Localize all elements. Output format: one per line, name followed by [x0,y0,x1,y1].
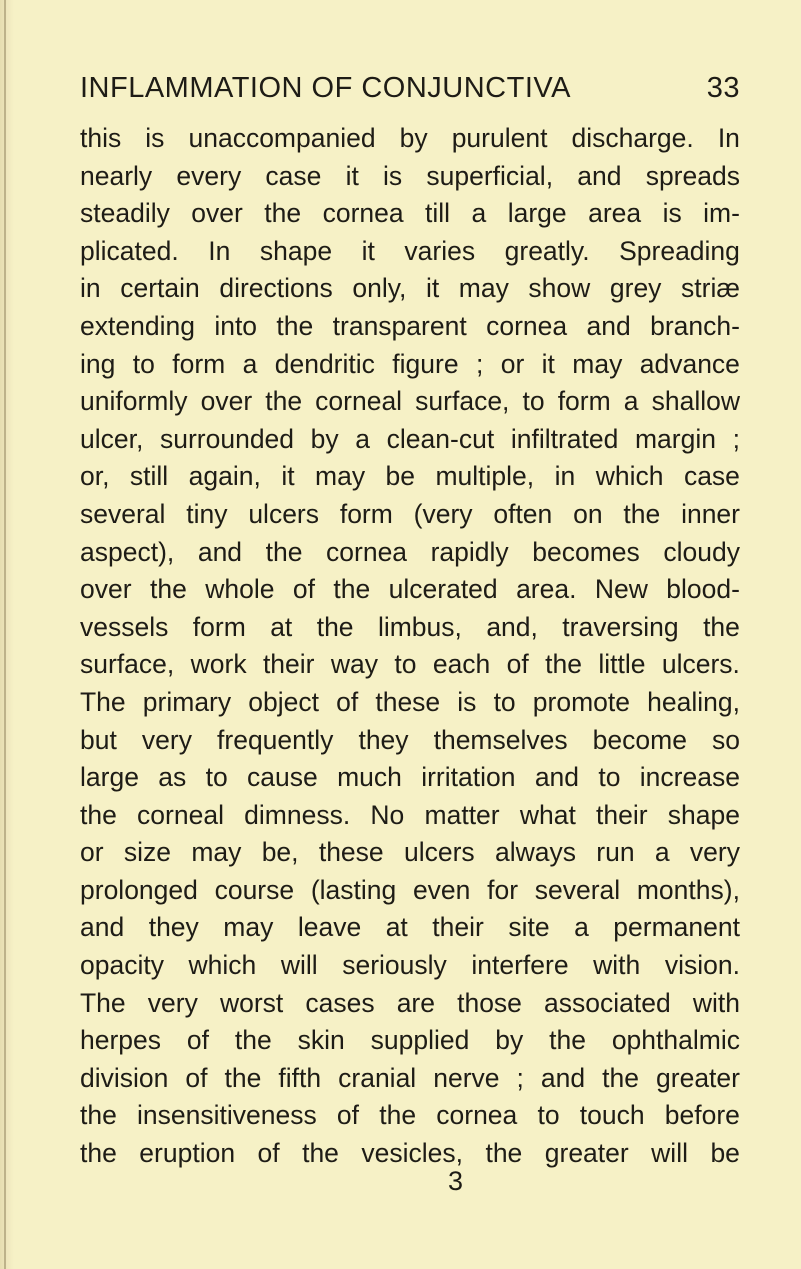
word: their [596,799,648,830]
word: vision. [664,950,740,981]
word: greatly. [504,235,590,266]
word: their [262,649,315,680]
word: superficial, [426,160,554,191]
word: be, [261,837,299,868]
text-line [80,797,740,835]
word: insensitiveness [137,1100,317,1131]
word: it [541,348,555,379]
word: uniformly [80,386,188,417]
word: be [385,461,416,492]
text-line [80,571,740,609]
word: and [577,160,622,191]
word: little [598,649,646,680]
word: purulent [451,123,548,153]
word: The [80,987,126,1018]
word: surface, [415,386,510,417]
word: object [248,686,319,717]
word: often [493,498,553,529]
word: till [425,198,451,229]
word: show [528,273,591,304]
word: may [223,912,274,943]
word: before [664,1100,740,1131]
word: dimness. [244,799,351,830]
word: may [315,461,366,492]
word: to [537,1100,560,1131]
word: ulcers [248,498,320,529]
text-line [80,534,740,572]
word: what [519,799,576,830]
word: cornea [326,536,408,567]
word: cornea [436,1100,518,1131]
word: which [595,461,664,492]
word: seriously [342,950,447,981]
word: but [80,724,117,755]
word: frequently [217,724,334,755]
word: several [80,498,166,529]
word: these [318,837,384,868]
signature-mark: 3 [447,1166,464,1196]
word: transparent [332,310,467,341]
word: may [458,273,509,304]
word: irritation [421,762,516,793]
word: every [176,160,242,191]
word: ulcerated [388,574,498,605]
word: may [572,348,623,379]
word: margin [634,423,716,454]
word: form [339,498,393,529]
word: become [592,724,687,755]
word: inner [681,498,740,529]
word: associated [544,987,671,1018]
word: vessels [80,611,169,642]
word: a [242,348,258,379]
text-line [80,383,740,421]
word: or [500,348,525,379]
word: interfere [471,950,569,981]
word: much [337,762,402,793]
word: ing [80,348,116,379]
word: is [662,198,682,229]
word: corneal [315,386,403,417]
word: advance [639,348,740,379]
word: form [192,611,246,642]
word: ; [732,423,740,454]
word: corneal [137,799,224,830]
word: into [214,310,258,341]
word: limbus, [377,611,462,642]
word: shape [667,799,740,830]
word: a [623,386,639,417]
word: of [257,1138,280,1169]
word: again, [188,461,261,492]
text-line [80,985,740,1023]
word: and, [486,611,538,642]
page-number: 33 [706,72,740,104]
word: is [457,686,477,717]
word: a [654,837,670,868]
word: the [703,611,740,642]
word: for [487,874,519,905]
word: cornea [322,198,404,229]
word: extending [80,310,195,341]
word: the [485,1138,523,1169]
word: ulcers. [661,649,740,680]
word: size [123,837,172,868]
running-header [80,72,740,116]
word: and [197,536,243,567]
word: will [651,1138,688,1169]
word: certain [120,273,200,304]
word: by [399,123,428,153]
word: blood- [666,574,740,605]
word: striæ [681,273,740,304]
text-line [80,834,740,872]
word: with [593,950,641,981]
word: infiltrated [510,423,619,454]
word: touch [579,1100,645,1131]
word: these [375,686,441,717]
text-line [80,233,740,271]
word: dendritic [274,348,375,379]
word: are [396,987,435,1018]
text-line [80,947,740,985]
word: and [586,310,631,341]
word: to [132,348,155,379]
text-line [80,909,740,947]
word: steadily [80,198,170,229]
word: plicated. [80,235,179,266]
word: it [281,461,295,492]
text-line [80,120,740,158]
text-line [80,270,740,308]
word: still [129,461,169,492]
text-line [80,496,740,534]
word: to [394,649,417,680]
word: surface, [80,649,175,680]
text-line [80,421,740,459]
word: it [425,273,440,304]
word: (lasting [310,874,397,905]
word: site [508,912,550,943]
word: discharge. [571,123,694,153]
word: to [205,762,228,793]
word: over [80,574,132,605]
word: clean-cut [386,423,495,454]
word: it [345,160,359,191]
word: large [80,762,139,793]
word: cause [247,762,318,793]
book-page [80,72,740,1173]
word: a [574,912,589,943]
word: the [264,198,302,229]
word: the [623,498,661,529]
word: unaccompanied [188,123,376,153]
word: form [557,386,611,417]
word: very [689,837,740,868]
word: directions [219,273,333,304]
word: ulcer, [80,423,144,454]
word: by [310,423,339,454]
word: prolonged [80,874,198,905]
word: will [280,950,318,981]
word: very [141,724,192,755]
word: at [385,912,408,943]
word: multiple, [435,461,535,492]
text-line [80,308,740,346]
word: rapidly [430,536,509,567]
body-text [80,120,740,1173]
text-line [80,872,740,910]
word: matter [424,799,500,830]
word: the [302,1138,339,1169]
word: only, [352,273,407,304]
word: the [80,799,117,830]
running-title: INFLAMMATION OF CONJUNCTIVA [80,72,571,104]
word: primary [142,686,232,717]
word: cases [305,987,375,1018]
word: over [200,386,253,417]
word: the [265,386,303,417]
word: or, [80,461,110,492]
word: Spreading [619,235,740,266]
word: figure [392,348,459,379]
word: area [588,198,642,229]
word: always [494,837,576,868]
word: of [292,574,315,605]
word: course [214,874,295,905]
word: surrounded [159,423,295,454]
text-line [80,759,740,797]
word: or [80,837,104,868]
text-line [80,1060,740,1098]
word: nearly [80,160,153,191]
word: spreads [645,160,740,191]
word: The [80,686,126,717]
word: permanent [613,912,740,943]
word: large [507,198,567,229]
word: the [316,611,354,642]
text-line [80,722,740,760]
word: their [432,912,484,943]
word: they [148,912,199,943]
word: leave [297,912,362,943]
word: run [596,837,635,868]
word: promote [532,686,631,717]
word: No [370,799,405,830]
word: tiny [186,498,228,529]
word: fifth [278,1062,322,1093]
word: be [710,1138,740,1169]
word: even [412,874,471,905]
word: to [522,386,545,417]
word: the [149,574,187,605]
word: increase [639,762,740,793]
word: work [190,649,247,680]
word: varies [404,235,476,266]
word: greater [656,1062,740,1093]
word: (very [413,498,473,529]
page-binding-edge [0,0,14,1269]
word: worst [219,987,284,1018]
word: of [185,1062,208,1093]
word: case [265,160,322,191]
word: months), [636,874,740,905]
word: a [471,198,487,229]
word: each [432,649,491,680]
word: in [80,273,101,304]
text-line [80,609,740,647]
text-line [80,158,740,196]
word: the [224,1062,262,1093]
word: nerve [433,1062,500,1093]
word: is [145,123,165,153]
word: ophthalmic [611,1025,740,1056]
word: im- [703,198,740,229]
word: they [358,724,409,755]
word: the [549,1025,586,1056]
word: New [594,574,648,605]
word: opacity [80,950,164,981]
word: the [80,1138,117,1169]
word: may [191,837,242,868]
word: cranial [338,1062,417,1093]
word: becomes [532,536,640,567]
word: themselves [433,724,568,755]
word: so [712,724,740,755]
word: grey [609,273,662,304]
word: greater [544,1138,629,1169]
word: division [80,1062,169,1093]
word: the [602,1062,639,1093]
word: cornea [486,310,568,341]
word: cloudy [663,536,740,567]
word: to [493,686,516,717]
word: a [355,423,371,454]
text-line [80,346,740,384]
word: healing, [647,686,740,717]
word: herpes [80,1025,162,1056]
word: form [172,348,226,379]
word: area. [516,574,577,605]
word: the [234,1025,272,1056]
word: the [379,1100,417,1131]
word: and [534,762,580,793]
word: the [276,310,314,341]
word: this [80,123,122,153]
word: eruption [139,1138,236,1169]
text-line [80,1097,740,1135]
word: which [188,950,257,981]
word: In [208,235,231,266]
word: over [191,198,243,229]
word: the [333,574,371,605]
word: case [683,461,740,492]
text-line [80,684,740,722]
word: the [80,1100,117,1131]
word: with [692,987,740,1018]
word: ulcers [403,837,475,868]
word: shape [259,235,333,266]
word: branch- [650,310,740,341]
word: of [336,1100,360,1131]
word: of [336,686,359,717]
word: on [573,498,603,529]
word: to [598,762,621,793]
text-line [80,646,740,684]
word: ; [475,348,484,379]
word: traversing [562,611,679,642]
word: of [506,649,529,680]
text-line [80,195,740,233]
word: and [540,1062,586,1093]
word: those [457,987,522,1018]
word: supplied [370,1025,470,1056]
word: as [158,762,187,793]
word: and [80,912,125,943]
binding-line [4,0,6,1269]
word: of [186,1025,210,1056]
word: it [361,235,375,266]
word: aspect), [80,536,175,567]
word: several [534,874,621,905]
text-line [80,1022,740,1060]
word: by [495,1025,524,1056]
word: in [554,461,576,492]
word: the [545,649,582,680]
word: In [717,123,740,153]
word: at [270,611,293,642]
word: is [383,160,403,191]
word: whole [205,574,275,605]
word: way [330,649,378,680]
word: skin [297,1025,345,1056]
word: vesicles, [361,1138,463,1169]
word: ; [516,1062,524,1093]
word: shallow [651,386,740,417]
word: very [147,987,198,1018]
word: the [265,536,303,567]
text-line [80,458,740,496]
